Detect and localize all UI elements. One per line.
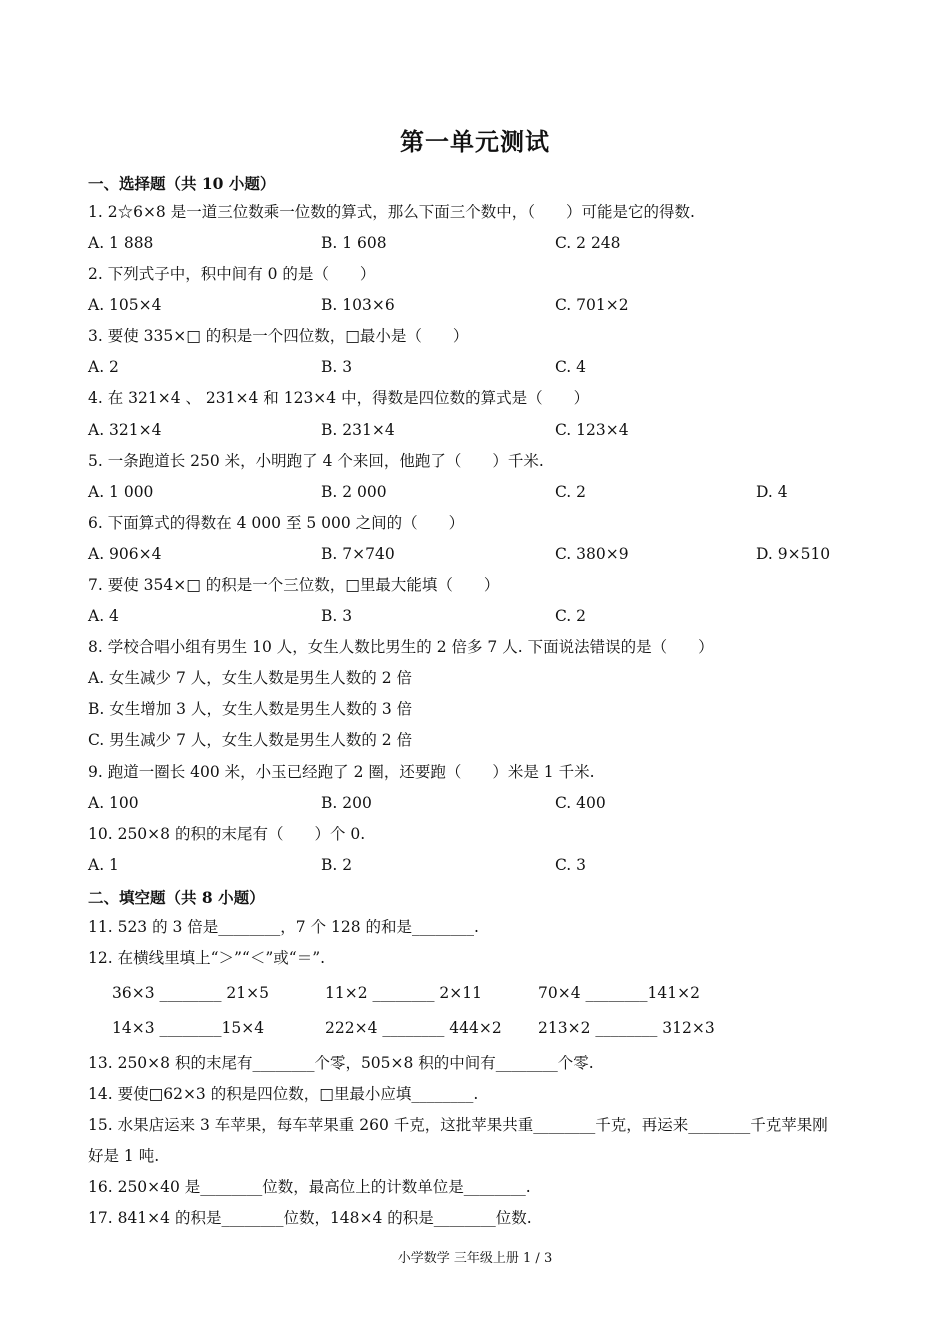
comparison-item: 11×2 ________ 2×11 [325, 984, 482, 1002]
question-16: 16. 250×40 是________位数，最高位上的计数单位是________. [88, 1178, 531, 1196]
option-a: A. 1 888 [88, 234, 154, 252]
option-c: C. 3 [555, 856, 587, 874]
option-b: B. 1 608 [321, 234, 387, 252]
question-14: 14. 要使□62×3 的积是四位数，□里最小应填________. [88, 1085, 479, 1103]
section-fill-heading: 二、填空题（共 8 小题） [88, 888, 265, 907]
option-a: A. 100 [88, 794, 139, 812]
question-8: 8. 学校合唱小组有男生 10 人，女生人数比男生的 2 倍多 7 人. 下面说法错误的是（ ） [88, 638, 714, 656]
option-b: B. 231×4 [321, 421, 395, 439]
question-6: 6. 下面算式的得数在 4 000 至 5 000 之间的（ ） [88, 514, 465, 532]
comparison-item: 36×3 ________ 21×5 [112, 984, 269, 1002]
option-a: A. 1 [88, 856, 119, 874]
option-c: C. 380×9 [555, 545, 629, 563]
question-9: 9. 跑道一圈长 400 米，小玉已经跑了 2 圈，还要跑（ ）米是 1 千米. [88, 763, 595, 781]
question-6-options [88, 544, 888, 564]
option-c: C. 400 [555, 794, 606, 812]
question-10: 10. 250×8 的积的末尾有（ ）个 0. [88, 825, 366, 843]
question-12: 12. 在横线里填上“＞”“＜”或“＝”. [88, 949, 326, 967]
option-d: D. 9×510 [756, 545, 831, 563]
question-2-options [88, 295, 888, 315]
question-7: 7. 要使 354×□ 的积是一个三位数，□里最大能填（ ） [88, 576, 500, 594]
question-9-options [88, 793, 888, 813]
option-c: C. 2 248 [555, 234, 621, 252]
option-a: A. 321×4 [88, 421, 162, 439]
comparison-item: 213×2 ________ 312×3 [538, 1019, 715, 1037]
question-2: 2. 下列式子中，积中间有 0 的是（ ） [88, 265, 376, 283]
option-c: C. 2 [555, 483, 587, 501]
option-c: C. 123×4 [555, 421, 629, 439]
comparison-item: 14×3 ________15×4 [112, 1019, 265, 1037]
option-a: A. 105×4 [88, 296, 162, 314]
option-b: B. 2 000 [321, 483, 387, 501]
option-b: B. 200 [321, 794, 372, 812]
question-13: 13. 250×8 积的末尾有________个零，505×8 积的中间有________个零. [88, 1054, 594, 1072]
question-11: 11. 523 的 3 倍是________，7 个 128 的和是________. [88, 918, 479, 936]
question-7-options [88, 606, 888, 626]
question-1-options [88, 233, 888, 253]
option-b: B. 2 [321, 856, 353, 874]
option-a: A. 2 [88, 358, 119, 376]
question-17: 17. 841×4 的积是________位数，148×4 的积是________位数. [88, 1209, 532, 1227]
option-c: C. 4 [555, 358, 587, 376]
question-8-option-c: C. 男生减少 7 人，女生人数是男生人数的 2 倍 [88, 731, 413, 749]
option-a: A. 1 000 [88, 483, 154, 501]
option-c: C. 701×2 [555, 296, 629, 314]
option-b: B. 3 [321, 358, 353, 376]
question-5: 5. 一条跑道长 250 米，小明跑了 4 个来回，他跑了（ ）千米. [88, 452, 544, 470]
question-10-options [88, 855, 888, 875]
page-footer: 小学数学 三年级上册 1 / 3 [397, 1251, 553, 1266]
page-title: 第一单元测试 [400, 127, 550, 156]
option-a: A. 4 [88, 607, 119, 625]
option-d: D. 4 [756, 483, 788, 501]
question-8-option-a: A. 女生减少 7 人，女生人数是男生人数的 2 倍 [88, 669, 412, 687]
question-4-options [88, 420, 888, 440]
section-choice-heading: 一、选择题（共 10 小题） [88, 174, 276, 193]
question-1: 1. 2☆6×8 是一道三位数乘一位数的算式，那么下面三个数中，（ ）可能是它的得数. [88, 203, 695, 221]
question-3: 3. 要使 335×□ 的积是一个四位数，□最小是（ ） [88, 327, 469, 345]
comparison-item: 222×4 ________ 444×2 [325, 1019, 502, 1037]
question-5-options [88, 482, 888, 502]
question-15-line-1: 15. 水果店运来 3 车苹果，每车苹果重 260 千克，这批苹果共重________千克，再运来________千克苹果刚 [88, 1116, 828, 1134]
comparison-row-1 [112, 983, 812, 1003]
option-a: A. 906×4 [88, 545, 162, 563]
comparison-item: 70×4 ________141×2 [538, 984, 700, 1002]
question-3-options [88, 357, 888, 377]
question-4: 4. 在 321×4 、 231×4 和 123×4 中，得数是四位数的算式是（ ） [88, 389, 590, 407]
option-b: B. 103×6 [321, 296, 395, 314]
question-15-line-2: 好是 1 吨. [88, 1147, 160, 1165]
option-b: B. 7×740 [321, 545, 395, 563]
comparison-row-2 [112, 1018, 812, 1038]
question-8-option-b: B. 女生增加 3 人，女生人数是男生人数的 3 倍 [88, 700, 413, 718]
option-c: C. 2 [555, 607, 587, 625]
option-b: B. 3 [321, 607, 353, 625]
